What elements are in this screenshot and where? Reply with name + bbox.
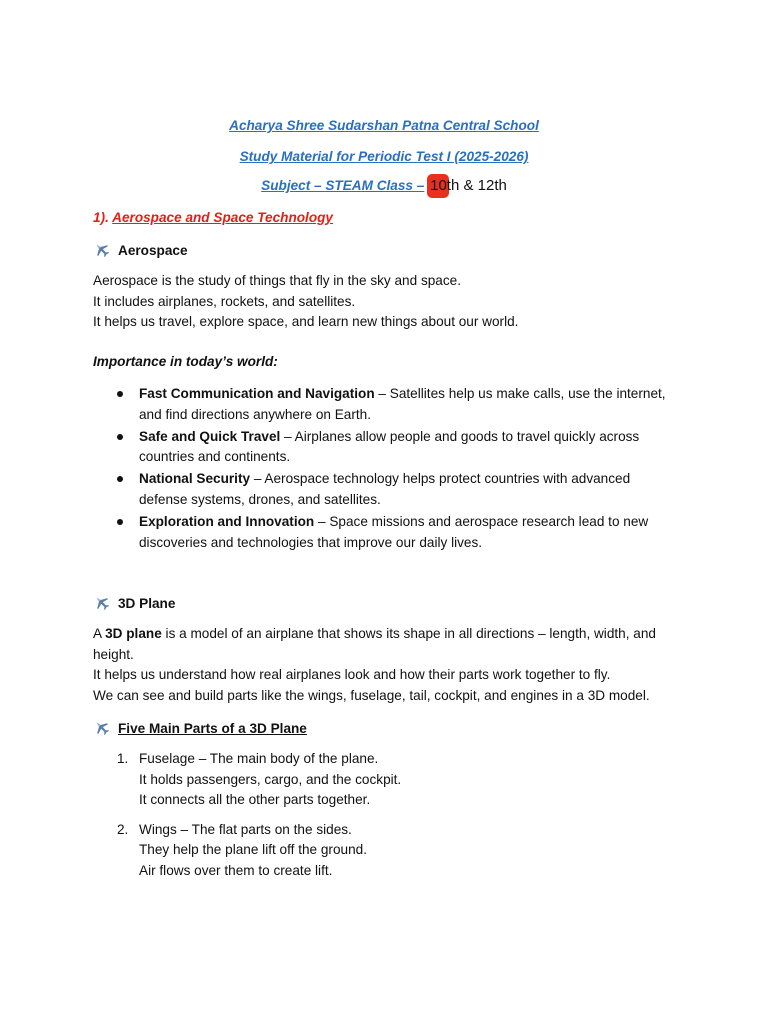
airplane-icon — [93, 594, 111, 612]
plane3d-paragraph — [93, 624, 683, 706]
aerospace-line-3: It helps us travel, explore space, and learn new things about our world. — [93, 314, 519, 330]
parts-heading — [93, 719, 307, 737]
bullet-bold: Exploration and Innovation — [139, 514, 315, 530]
airplane-icon — [93, 719, 111, 737]
plane3d-intro-rest: is a model of an airplane that shows its shape in all directions – length, width, and height. — [93, 626, 656, 662]
section-number: 1). — [93, 210, 109, 225]
item-number: 1. — [117, 751, 129, 766]
plane3d-intro-prefix: A — [93, 626, 106, 641]
plane3d-line-2: It helps us understand how real airplanes look and how their parts work together to fly. — [93, 667, 611, 683]
class-value: 10th & 12th — [430, 177, 507, 194]
item-line: Wings – The flat parts on the sides. — [139, 821, 352, 837]
item-line: They help the plane lift off the ground. — [139, 842, 367, 858]
list-item — [117, 469, 677, 510]
importance-list — [117, 384, 677, 555]
item-line: It connects all the other parts together. — [139, 792, 371, 808]
bullet-bold: Safe and Quick Travel — [139, 428, 281, 444]
school-name: Acharya Shree Sudarshan Patna Central School — [229, 118, 539, 133]
bullet-text: – Aerospace technology helps protect countries with advanced defense systems, drones, and satellites. — [139, 471, 631, 507]
plane3d-intro — [93, 624, 683, 665]
aerospace-heading — [93, 241, 188, 259]
list-item — [117, 749, 677, 811]
list-item — [117, 820, 677, 882]
item-line: Air flows over them to create lift. — [139, 862, 333, 878]
aerospace-line-1: Aerospace is the study of things that fly in the sky and space. — [93, 273, 461, 288]
list-item — [117, 512, 677, 553]
plane3d-heading — [93, 594, 175, 612]
item-line: It holds passengers, cargo, and the cockpit. — [139, 771, 402, 787]
plane3d-heading-text: 3D Plane — [118, 595, 176, 611]
bullet-dot — [117, 519, 123, 525]
bullet-bold: National Security — [139, 471, 251, 487]
airplane-icon — [93, 241, 111, 259]
aerospace-paragraph — [93, 271, 683, 333]
bullet-dot — [117, 434, 123, 440]
plane3d-line-3: We can see and build parts like the wings, fuselage, tail, cockpit, and engines in a 3D model. — [93, 687, 650, 703]
list-item — [117, 427, 677, 468]
bullet-text: – Satellites help us make calls, use the internet, and find directions anywhere on Earth. — [139, 386, 666, 422]
section-title-text: Aerospace and Space Technology — [112, 210, 333, 225]
bullet-text: – Space missions and aerospace research lead to new discoveries and technologies that improve our daily lives. — [139, 514, 649, 550]
parts-list — [117, 749, 677, 882]
plane3d-intro-bold: 3D plane — [105, 626, 162, 641]
aerospace-line-2: It includes airplanes, rockets, and satellites. — [93, 293, 356, 309]
item-number: 2. — [117, 821, 129, 837]
section-title — [93, 210, 333, 225]
subject-line — [0, 177, 768, 194]
bullet-text: – Airplanes allow people and goods to travel quickly across countries and continents. — [139, 428, 640, 465]
parts-heading-text: Five Main Parts of a 3D Plane — [118, 720, 307, 736]
study-material-title: Study Material for Periodic Test I (2025-2026) — [239, 149, 529, 164]
class-value-mark — [430, 177, 507, 194]
importance-heading: Importance in today’s world: — [93, 354, 278, 369]
bullet-dot — [117, 476, 123, 482]
list-item — [117, 384, 677, 425]
subject-prefix: Subject – STEAM Class – — [261, 178, 425, 193]
bullet-dot — [117, 391, 123, 397]
item-line: Fuselage – The main body of the plane. — [139, 751, 379, 766]
bullet-bold: Fast Communication and Navigation — [139, 386, 375, 401]
aerospace-heading-text: Aerospace — [118, 242, 188, 258]
